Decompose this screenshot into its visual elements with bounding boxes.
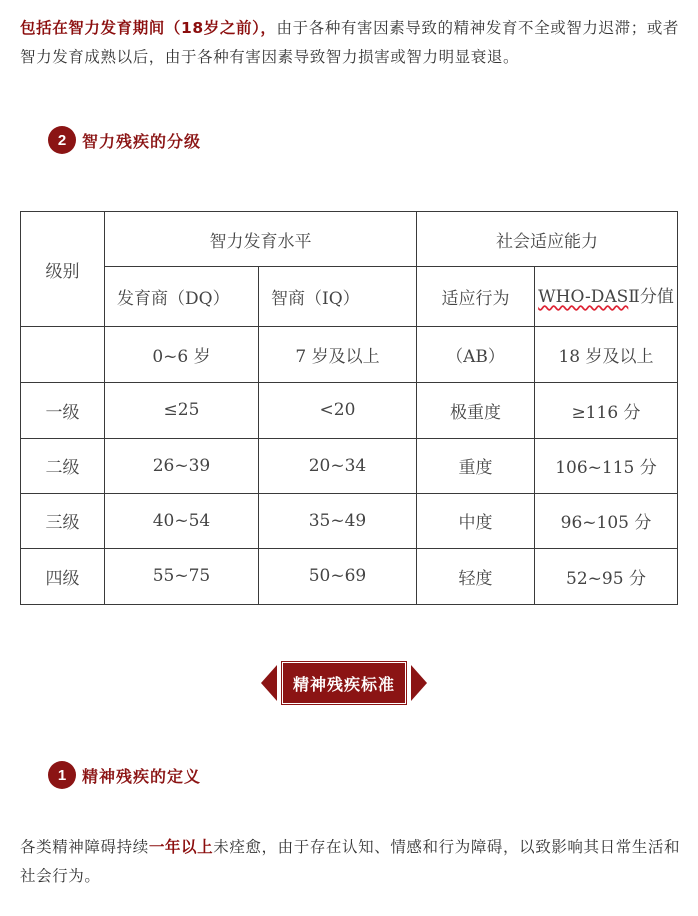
section-banner xyxy=(261,661,427,705)
table-cell xyxy=(21,327,105,383)
table-cell: 35~49 xyxy=(259,493,417,548)
header-ab: 适应行为 xyxy=(417,267,535,327)
table-cell: 106~115 分 xyxy=(535,438,678,493)
table-cell: ≤25 xyxy=(105,383,259,438)
definition-highlight: 一年以上 xyxy=(148,838,214,856)
table-age-row xyxy=(21,327,678,383)
intro-text: 由于各种有害因素导致的精神发育不全或智力迟滞；或者智力发育成熟以后，由于各种有害因素导致智力损害或智力明显衰退。 xyxy=(20,19,680,66)
header-social-ability: 社会适应能力 xyxy=(417,212,678,267)
table-cell: 18 岁及以上 xyxy=(535,327,678,383)
table-cell: 重度 xyxy=(417,438,535,493)
banner-left-arrow-icon xyxy=(261,665,277,701)
table-cell: （AB） xyxy=(417,327,535,383)
table-cell: 50~69 xyxy=(259,548,417,604)
header-dev-level: 智力发育水平 xyxy=(105,212,417,267)
definition-paragraph xyxy=(20,833,682,891)
who-suffix: 分值 xyxy=(639,286,674,307)
table-header-row xyxy=(21,212,678,267)
table-cell: ≥116 分 xyxy=(535,383,678,438)
table-cell: 96~105 分 xyxy=(535,493,678,548)
definition-text-start: 各类精神障碍持续 xyxy=(20,838,149,856)
table-row xyxy=(21,548,678,604)
table-cell: 一级 xyxy=(21,383,105,438)
section-heading-grading xyxy=(48,124,201,156)
intro-paragraph xyxy=(20,14,682,72)
table-row xyxy=(21,493,678,548)
table-cell: 55~75 xyxy=(105,548,259,604)
intro-highlight: 包括在智力发育期间（18岁之前）， xyxy=(20,19,277,37)
table-cell: 四级 xyxy=(21,548,105,604)
table-row xyxy=(21,438,678,493)
grading-table xyxy=(20,211,678,605)
section-title: 精神残疾的定义 xyxy=(82,766,202,786)
header-iq: 智商（IQ） xyxy=(259,267,417,327)
table-cell: 0~6 岁 xyxy=(105,327,259,383)
table-cell: 轻度 xyxy=(417,548,535,604)
section-number-badge: 1 xyxy=(48,761,76,789)
table-cell: 三级 xyxy=(21,493,105,548)
table-cell: 26~39 xyxy=(105,438,259,493)
banner-right-arrow-icon xyxy=(411,665,427,701)
definition-text-end: 未痊愈，由于存在认知、情感和行为障碍，以致影响其日常生活和社会行为。 xyxy=(20,838,681,885)
banner-label: 精神残疾标准 xyxy=(281,661,407,705)
header-grade: 级别 xyxy=(21,212,105,327)
who-roman: Ⅱ xyxy=(628,286,640,307)
section-number-badge: 2 xyxy=(48,126,76,154)
who-das-label: WHO-DAS xyxy=(538,286,629,307)
table-cell: 极重度 xyxy=(417,383,535,438)
header-dq: 发育商（DQ） xyxy=(105,267,259,327)
table-cell: <20 xyxy=(259,383,417,438)
section-title: 智力残疾的分级 xyxy=(82,131,202,151)
table-subheader-row xyxy=(21,267,678,327)
table-row xyxy=(21,383,678,438)
section-heading-definition xyxy=(48,759,201,791)
table-cell: 40~54 xyxy=(105,493,259,548)
table-cell: 52~95 分 xyxy=(535,548,678,604)
table-cell: 二级 xyxy=(21,438,105,493)
table-cell: 中度 xyxy=(417,493,535,548)
table-cell: 7 岁及以上 xyxy=(259,327,417,383)
table-cell: 20~34 xyxy=(259,438,417,493)
header-who xyxy=(535,267,678,327)
